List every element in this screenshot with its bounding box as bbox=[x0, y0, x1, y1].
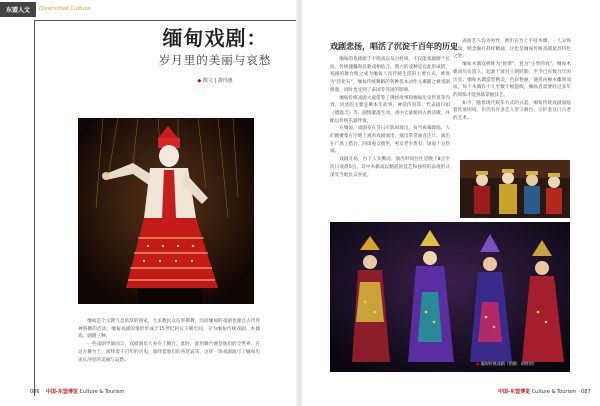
marionette-illustration bbox=[78, 118, 254, 304]
puppets-photo bbox=[460, 160, 570, 218]
right-column-1 bbox=[330, 56, 450, 179]
marionette-photo bbox=[78, 118, 254, 304]
right-paragraph: 表演艺人均为男性，他们在台上手持木偶，一人分饰数角，唱念做打样样精通，这也是缅甸传统戏剧最具特色之处。 bbox=[453, 39, 571, 60]
page-number-left: 086 bbox=[30, 389, 40, 395]
right-paragraph: 缅甸的戏剧源于不唱戏以及百姓叫，不仅能戏剧源于民间，传统傀儡和民歌戏相结合。新兴的戏种是以此形成的，戏剧的舞台使之成为缅甸人民传统生活的主要方式，被誉为"活化石"，缅甸传统舞蹈的各种基本动作元素随之被戏剧吸收，同时也受到了泰国等邻国的影响。 bbox=[330, 57, 450, 93]
caption-marker: ● bbox=[476, 361, 480, 366]
section-tag-zh: 东盟人文 bbox=[0, 2, 36, 17]
right-paragraph: 缅甸传统戏剧大量借鉴了佛经故事和缅甸历史传说等内容。讲述的主要是佛本生故事、神话传说等。代表剧目如《德温吉》等，剧情紧凑生动，戏中大量使用古典诗歌，并配以传统乐器伴奏。 bbox=[330, 95, 450, 124]
stage-performance-photo bbox=[330, 222, 570, 372]
right-paragraph: 如今，随着现代娱乐方式的兴起，缅甸传统戏剧面临着传承困境，但仍有许多艺人坚守舞台，守护着这门古老的艺术。 bbox=[453, 100, 571, 122]
footer-en-left: Culture & Tourism bbox=[79, 389, 125, 395]
left-body-text bbox=[78, 318, 260, 364]
right-column-2 bbox=[453, 38, 571, 123]
footer-en-right: Culture & Tourism bbox=[531, 389, 577, 395]
right-paragraph: 在缅甸，戏剧多在节日庆典时演出。每当夜幕降临，人们便聚集在空地上观看戏剧演出，演出常常通宵达旦。演出在广场上搭台，四周观众围坐，男女老少皆有，场面十分热闹。 bbox=[330, 126, 450, 155]
puppets-illustration bbox=[460, 160, 570, 218]
photo-caption bbox=[476, 361, 537, 367]
left-footer bbox=[30, 388, 124, 395]
footer-brand-right: 中国-东盟博览 bbox=[498, 389, 531, 395]
right-paragraph: 缅甸木偶戏被称为"悦斯"，意为"小型的戏"。缅甸木偶戏历史悠久，起源于蒲甘王朝时期，至今已有数百年的历史。缅甸木偶造型精美，色彩艳丽，通常由柚木雕刻而成，每个木偶有十几至数十根提线，操纵者需要经过多年的训练才能熟练掌握技艺。 bbox=[453, 62, 571, 98]
right-paragraph: 戏剧开场，台下人头攒动，演出时间往往是晚上8点至次日凌晨5点，其中木偶戏以精湛的技艺和独特的表现形式深受当地民众喜爱。 bbox=[330, 157, 450, 178]
section-heading: 戏剧悲扬，唱活了沉淀千百年的历史 bbox=[330, 42, 458, 51]
byline-text: 撰文 | 萧玛惠 bbox=[202, 78, 233, 84]
article-title: 缅甸戏剧： bbox=[162, 26, 268, 50]
left-paragraph: 一些戏剧导演而言，戏剧演员大多在上舞台。此时，此刻舞台便是他们的全世界，在这方舞台上，演绎着千百年的历史，演绎着他们的喜怒哀乐，这样一场戏剧演尽了缅甸历史长河里的美丽与哀愁。 bbox=[78, 342, 260, 363]
caption-text: 缅甸传统戏剧（图源：网络图） bbox=[480, 361, 537, 366]
article-subtitle: 岁月里的美丽与哀愁 bbox=[158, 53, 272, 67]
footer-brand-left: 中国-东盟博览 bbox=[45, 389, 78, 395]
stage-illustration bbox=[330, 222, 570, 372]
right-footer bbox=[498, 388, 591, 395]
left-page bbox=[0, 0, 298, 406]
section-tag bbox=[0, 0, 90, 18]
page-number-right: 087 bbox=[581, 389, 591, 395]
byline bbox=[134, 77, 296, 84]
section-tag-en: Diversified Culture bbox=[39, 6, 91, 12]
byline-marker: ◆ bbox=[197, 78, 202, 84]
left-paragraph: 缅甸是个宗教气息浓厚的国家，大多数民众信奉佛教，因而缅甸的戏剧也源自古代拜神祭佛的活动。缅甸戏剧的雏形形成于15世纪阿瓦王朝年间，分为缅甸传统戏剧、木偶戏、剧剧三种。 bbox=[78, 319, 260, 340]
